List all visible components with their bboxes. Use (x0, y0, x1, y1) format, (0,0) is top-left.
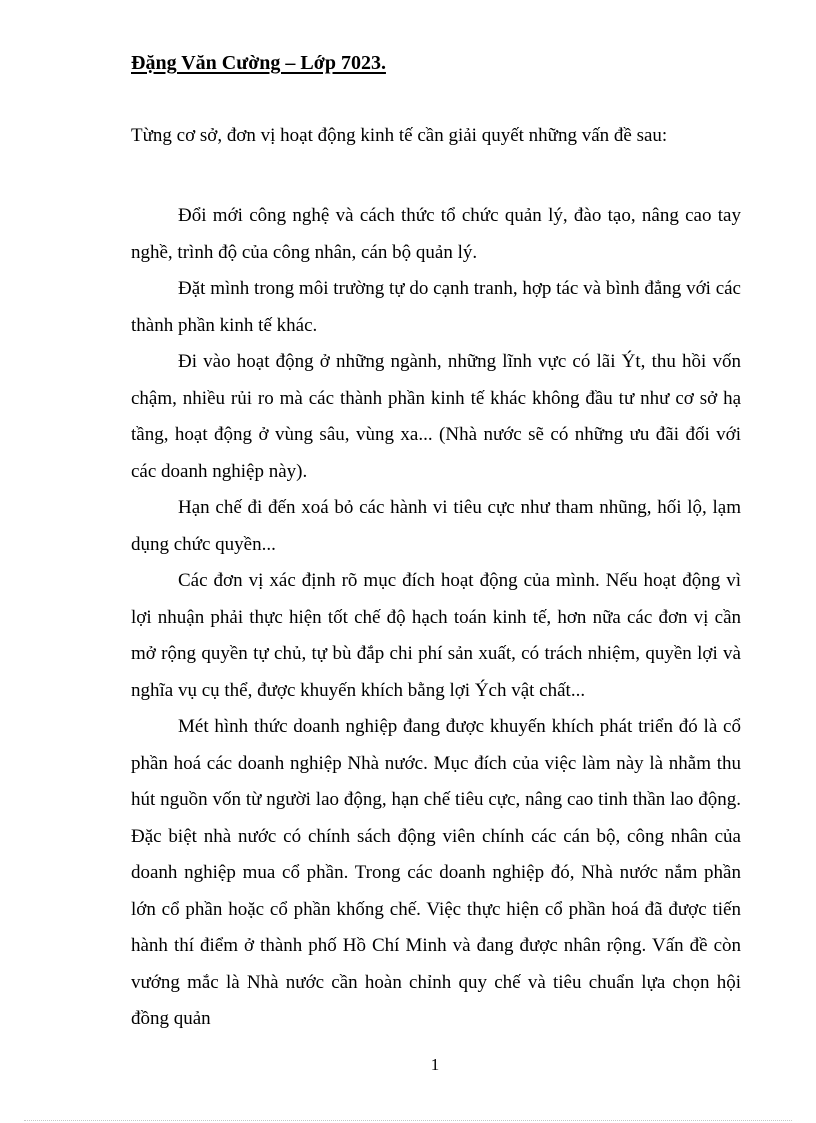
paragraph: Đặt mình trong môi trường tự do cạnh tranh, hợp tác và bình đẳng với các thành phần kinh tế khác. (131, 278, 741, 336)
intro-line: Từng cơ sở, đơn vị hoạt động kinh tế cần giải quyết những vấn đề sau: (131, 125, 668, 146)
paragraph: Hạn chế đi đến xoá bỏ các hành vi tiêu cực như tham nhũng, hối lộ, lạm dụng chức quyền... (131, 497, 741, 555)
paragraph: Mét hình thức doanh nghiệp đang được khuyến khích phát triển đó là cổ phần hoá các doanh nghiệp Nhà nước. Mục đích của việc làm này là nhằm thu hút nguồn vốn từ người lao động, hạn chế tiêu cực, nâng cao tinh thần lao động. Đặc biệt nhà nước có chính sách động viên chính các cán bộ, công nhân của doanh nghiệp mua cổ phần. Trong các doanh nghiệp đó, Nhà nước nắm phần lớn cổ phần hoặc cổ phần khống chế. Việc thực hiện cổ phần hoá đã được tiến hành thí điểm ở thành phố Hồ Chí Minh và đang được nhân rộng. Vấn đề còn vướng mắc là Nhà nước cần hoàn chỉnh quy chế và tiêu chuẩn lựa chọn hội đồng quản (131, 716, 741, 1029)
page-number: 1 (430, 1055, 440, 1074)
document-body (131, 198, 741, 1038)
page-bottom-divider (24, 1120, 792, 1121)
paragraph: Đi vào hoạt động ở những ngành, những lĩnh vực có lãi Ýt, thu hồi vốn chậm, nhiều rủi ro mà các thành phần kinh tế khác không đầu tư như cơ sở hạ tầng, hoạt động ở vùng sâu, vùng xa... (Nhà nước sẽ có những ưu đãi đối với các doanh nghiệp này). (131, 351, 741, 482)
paragraph: Các đơn vị xác định rõ mục đích hoạt động của mình. Nếu hoạt động vì lợi nhuận phải thực hiện tốt chế độ hạch toán kinh tế, hơn nữa các đơn vị cần mở rộng quyền tự chủ, tự bù đắp chi phí sản xuất, có trách nhiệm, quyền lợi và nghĩa vụ cụ thể, được khuyến khích bằng lợi Ých vật chất... (131, 570, 741, 701)
paragraph: Đổi mới công nghệ và cách thức tổ chức quản lý, đào tạo, nâng cao tay nghề, trình độ của công nhân, cán bộ quản lý. (131, 205, 741, 263)
document-header: Đặng Văn Cường – Lớp 7023. (131, 52, 386, 74)
